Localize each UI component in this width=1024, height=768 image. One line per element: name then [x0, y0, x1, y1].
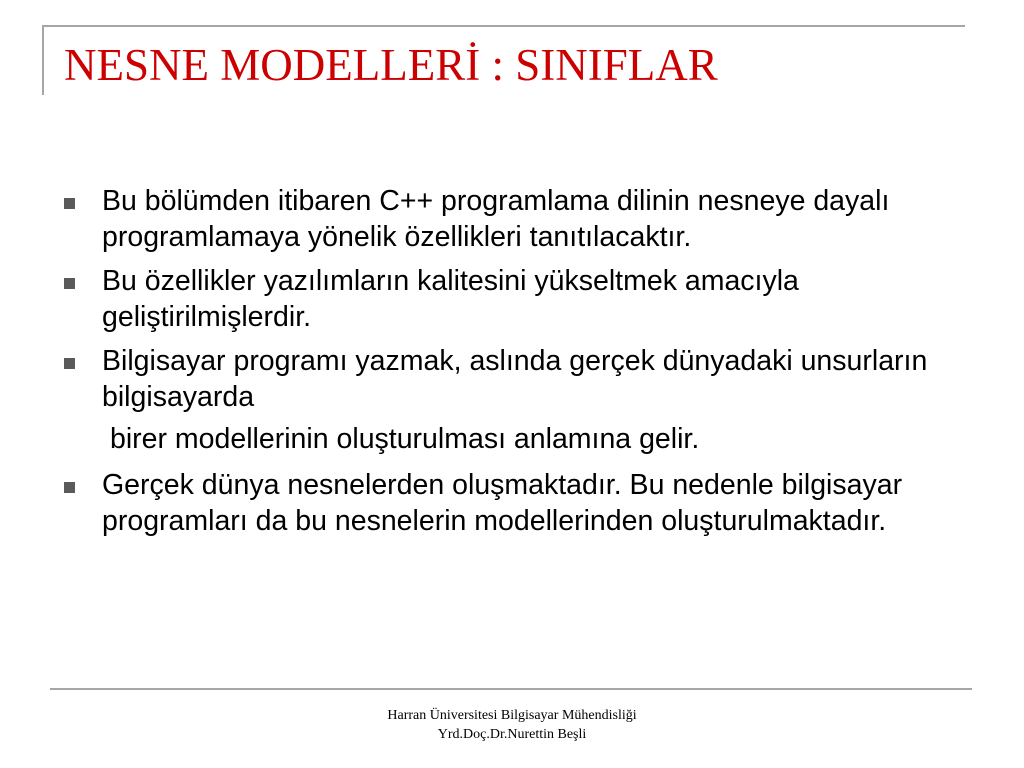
footer-institution: Harran Üniversitesi Bilgisayar Mühendisliği — [387, 708, 637, 723]
square-bullet-icon — [64, 482, 75, 493]
bullet-item-3 — [60, 343, 960, 415]
footer-rule — [50, 688, 972, 690]
bullet-text: Bu özellikler yazılımların kalitesini yükseltmek amacıyla geliştirilmişlerdir. — [102, 265, 799, 333]
bullet-text: Bu bölümden itibaren C++ programlama dilinin nesneye dayalı programlamaya yönelik özellikleri tanıtılacaktır. — [102, 185, 890, 253]
title-frame-top-rule — [42, 25, 965, 27]
slide-title: NESNE MODELLERİ : SINIFLAR — [64, 40, 718, 90]
bullet-list — [60, 183, 960, 547]
bullet-item-4 — [60, 467, 960, 539]
bullet-item-1 — [60, 183, 960, 255]
footer-author: Yrd.Doç.Dr.Nurettin Beşli — [437, 727, 587, 742]
square-bullet-icon — [64, 198, 75, 209]
title-frame-left-rule — [42, 25, 44, 95]
bullet-text: Bilgisayar programı yazmak, aslında gerçek dünyadaki unsurların bilgisayarda — [102, 345, 928, 413]
bullet-item-2 — [60, 263, 960, 335]
square-bullet-icon — [64, 278, 75, 289]
bullet-text: Gerçek dünya nesnelerden oluşmaktadır. Bu nedenle bilgisayar programları da bu nesnelerin modellerinden oluşturulmaktadır. — [102, 469, 903, 537]
footer — [0, 706, 1024, 744]
square-bullet-icon — [64, 358, 75, 369]
bullet-continuation-text: birer modellerinin oluşturulması anlamına gelir. — [110, 423, 700, 455]
